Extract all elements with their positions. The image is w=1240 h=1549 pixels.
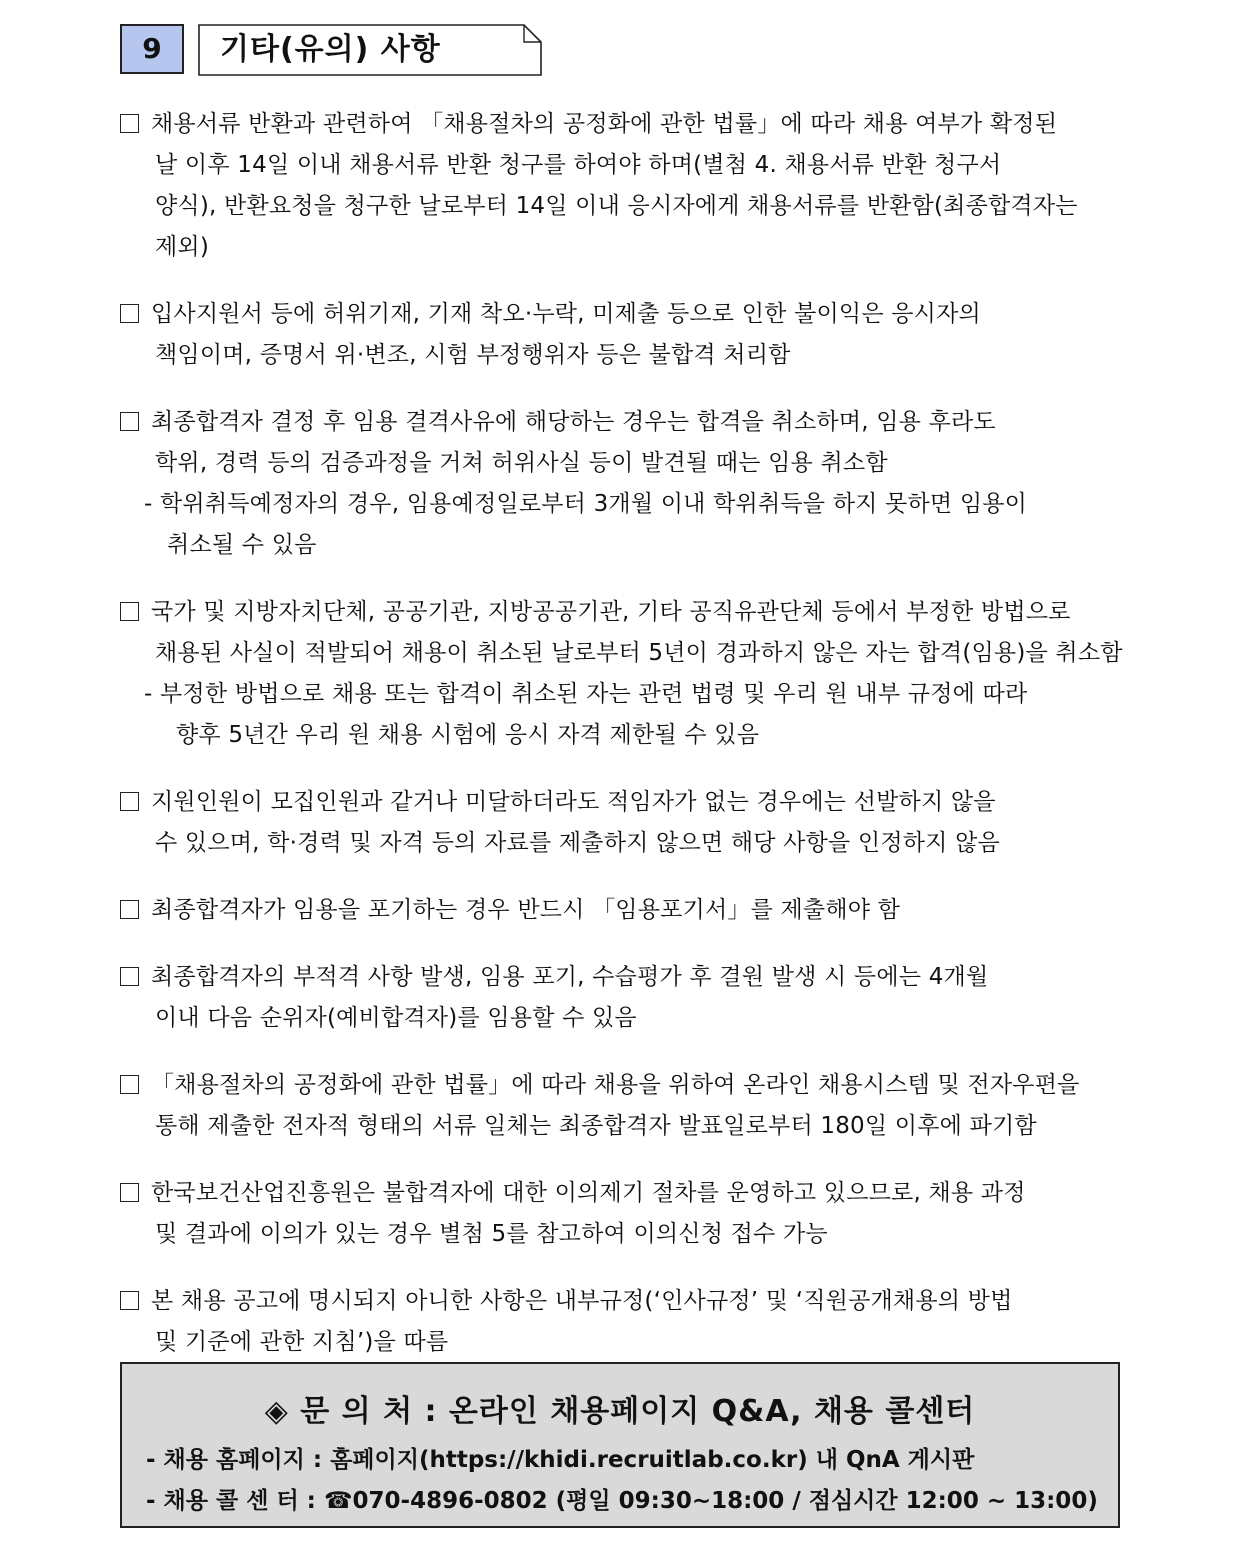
notice-text: 최종합격자 결정 후 임용 결격사유에 해당하는 경우는 합격을 취소하며, 임용 후라도 [151,409,996,435]
notice-text: 책임이며, 증명서 위·변조, 시험 부정행위자 등은 불합격 처리함 [155,342,791,368]
notice-subtext: - 학위취득예정자의 경우, 임용예정일로부터 3개월 이내 학위취득을 하지 못하면 임용이 [144,491,1028,517]
contact-homepage: - 채용 홈페이지 : 홈페이지(https://khidi.recruitlab.co.kr) 내 QnA 게시판 [146,1447,975,1473]
notice-text: 채용서류 반환과 관련하여 「채용절차의 공정화에 관한 법률」에 따라 채용 여부가 확정된 [151,111,1058,137]
checkbox-icon [120,1075,139,1094]
checkbox-icon [120,900,139,919]
notice-text: 및 결과에 이의가 있는 경우 별첨 5를 참고하여 이의신청 접수 가능 [155,1221,828,1247]
notice-text: 최종합격자의 부적격 사항 발생, 임용 포기, 수습평가 후 결원 발생 시 등에는 4개월 [151,964,989,990]
notice-text: 수 있으며, 학·경력 및 자격 등의 자료를 제출하지 않으면 해당 사항을 인정하지 않음 [155,830,1000,856]
contact-callcenter: - 채용 콜 센 터 : ☎070-4896-0802 (평일 09:30~18:00 / 점심시간 12:00 ~ 13:00) [146,1488,1098,1514]
notice-text: 한국보건산업진흥원은 불합격자에 대한 이의제기 절차를 운영하고 있으므로, 채용 과정 [151,1180,1026,1206]
notice-text: 채용된 사실이 적발되어 채용이 취소된 날로부터 5년이 경과하지 않은 자는 합격(임용)을 취소함 [155,640,1123,666]
notice-item [120,1281,1152,1363]
checkbox-icon [120,792,139,811]
notice-text: 지원인원이 모집인원과 같거나 미달하더라도 적임자가 없는 경우에는 선발하지 않을 [151,789,996,815]
checkbox-icon [120,412,139,431]
notice-text: 이내 다음 순위자(예비합격자)를 임용할 수 있음 [155,1005,637,1031]
notice-item [120,1173,1152,1255]
notice-item [120,402,1152,566]
notice-item [120,294,1152,376]
notice-text: 입사지원서 등에 허위기재, 기재 착오·누락, 미제출 등으로 인한 불이익은 응시자의 [151,301,981,327]
checkbox-icon [120,114,139,133]
checkbox-icon [120,304,139,323]
checkbox-icon [120,967,139,986]
section-title: 기타(유의) 사항 [220,32,441,67]
notice-text: 「채용절차의 공정화에 관한 법률」에 따라 채용을 위하여 온라인 채용시스템 및 전자우편을 [151,1072,1080,1098]
contact-title: ◈ 문 의 처 : 온라인 채용페이지 Q&A, 채용 콜센터 [264,1394,976,1429]
checkbox-icon [120,602,139,621]
notice-text: 최종합격자가 임용을 포기하는 경우 반드시 「임용포기서」를 제출해야 함 [151,897,901,923]
notice-subtext: 취소될 수 있음 [167,532,317,558]
checkbox-icon [120,1183,139,1202]
notice-text: 국가 및 지방자치단체, 공공기관, 지방공공기관, 기타 공직유관단체 등에서 부정한 방법으로 [151,599,1071,625]
notice-text: 통해 제출한 전자적 형태의 서류 일체는 최종합격자 발표일로부터 180일 이후에 파기함 [155,1113,1037,1139]
notice-subtext: - 부정한 방법으로 채용 또는 합격이 취소된 자는 관련 법령 및 우리 원 내부 규정에 따라 [144,681,1028,707]
checkbox-icon [120,1291,139,1310]
notice-text: 날 이후 14일 이내 채용서류 반환 청구를 하여야 하며(별첨 4. 채용서류 반환 청구서 [155,152,1002,178]
notice-text: 및 기준에 관한 지침’)을 따름 [155,1329,449,1355]
notice-subtext: 향후 5년간 우리 원 채용 시험에 응시 자격 제한될 수 있음 [176,722,760,748]
notice-text: 학위, 경력 등의 검증과정을 거쳐 허위사실 등이 발견될 때는 임용 취소함 [155,450,888,476]
notice-text: 제외) [155,234,210,260]
section-title-box [198,24,542,76]
section-number: 9 [120,24,184,74]
notice-item [120,890,1152,931]
notice-item [120,957,1152,1039]
notice-item [120,1065,1152,1147]
notice-text: 본 채용 공고에 명시되지 아니한 사항은 내부규정(‘인사규정’ 및 ‘직원공개채용의 방법 [151,1288,1013,1314]
notice-item [120,104,1152,268]
notice-text: 양식), 반환요청을 청구한 날로부터 14일 이내 응시자에게 채용서류를 반환함(최종합격자는 [155,193,1078,219]
notice-item [120,592,1152,756]
notice-item [120,782,1152,864]
contact-box [120,1362,1120,1528]
notice-list [120,104,1152,1389]
